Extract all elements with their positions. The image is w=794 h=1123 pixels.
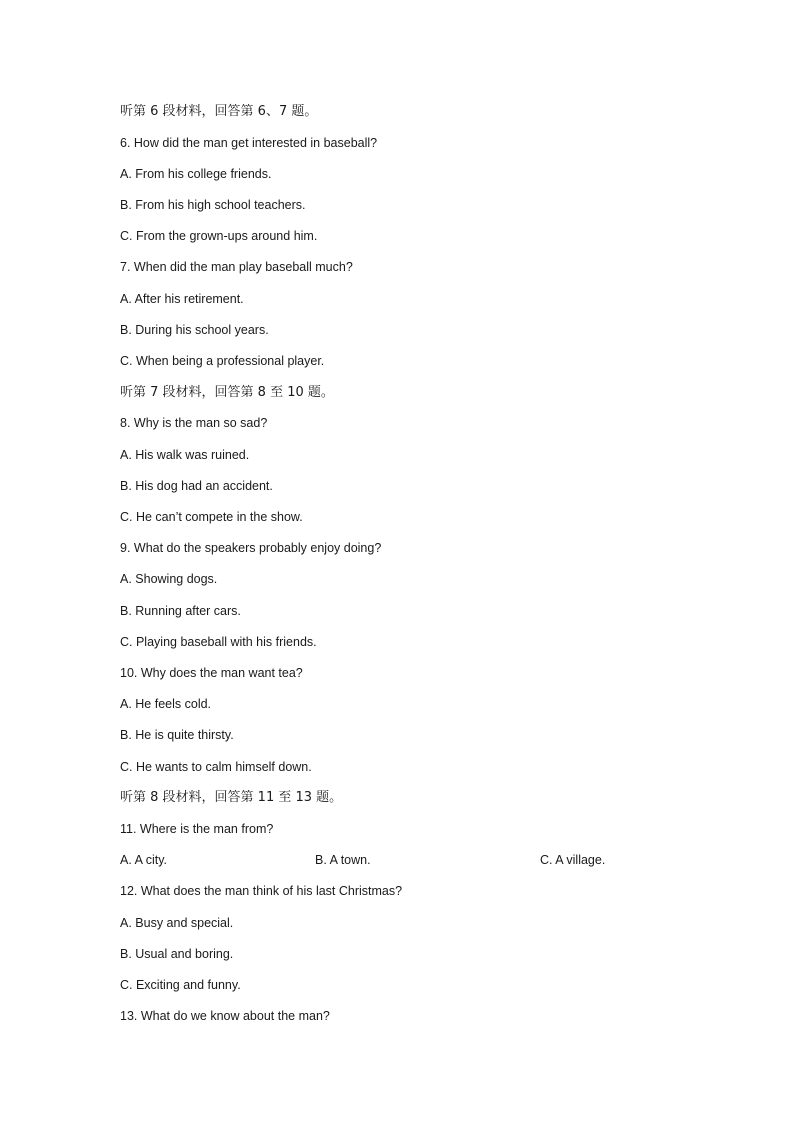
question-9-option-c: C. Playing baseball with his friends. bbox=[120, 635, 317, 649]
question-10-option-c: C. He wants to calm himself down. bbox=[120, 760, 312, 774]
section-7-instruction: 听第 7 段材料，回答第 8 至 10 题。 bbox=[120, 385, 334, 400]
question-7: 7. When did the man play baseball much? bbox=[120, 260, 353, 274]
question-11-option-b: B. A town. bbox=[315, 853, 371, 867]
question-6: 6. How did the man get interested in baseball? bbox=[120, 136, 378, 150]
question-9-option-a: A. Showing dogs. bbox=[120, 572, 218, 586]
question-12: 12. What does the man think of his last Christmas? bbox=[120, 884, 403, 898]
question-12-option-b: B. Usual and boring. bbox=[120, 947, 234, 961]
question-9-option-b: B. Running after cars. bbox=[120, 604, 241, 618]
section-8-instruction: 听第 8 段材料，回答第 11 至 13 题。 bbox=[120, 790, 343, 805]
question-7-option-c: C. When being a professional player. bbox=[120, 354, 325, 368]
question-11-option-a: A. A city. bbox=[120, 853, 168, 867]
question-11-options bbox=[120, 852, 680, 868]
question-13: 13. What do we know about the man? bbox=[120, 1009, 330, 1023]
question-10-option-a: A. He feels cold. bbox=[120, 697, 212, 711]
question-8-option-a: A. His walk was ruined. bbox=[120, 448, 250, 462]
question-12-option-c: C. Exciting and funny. bbox=[120, 978, 241, 992]
question-11: 11. Where is the man from? bbox=[120, 822, 274, 836]
question-11-option-c: C. A village. bbox=[540, 853, 606, 867]
question-8-option-b: B. His dog had an accident. bbox=[120, 479, 273, 493]
question-6-option-b: B. From his high school teachers. bbox=[120, 198, 306, 212]
question-6-option-a: A. From his college friends. bbox=[120, 167, 272, 181]
question-12-option-a: A. Busy and special. bbox=[120, 916, 234, 930]
question-10: 10. Why does the man want tea? bbox=[120, 666, 303, 680]
question-8: 8. Why is the man so sad? bbox=[120, 416, 268, 430]
section-6-instruction: 听第 6 段材料，回答第 6、7 题。 bbox=[120, 104, 318, 119]
question-7-option-a: A. After his retirement. bbox=[120, 292, 244, 306]
question-9: 9. What do the speakers probably enjoy doing? bbox=[120, 541, 382, 555]
question-10-option-b: B. He is quite thirsty. bbox=[120, 728, 234, 742]
question-6-option-c: C. From the grown-ups around him. bbox=[120, 229, 318, 243]
question-8-option-c: C. He can’t compete in the show. bbox=[120, 510, 303, 524]
question-7-option-b: B. During his school years. bbox=[120, 323, 269, 337]
